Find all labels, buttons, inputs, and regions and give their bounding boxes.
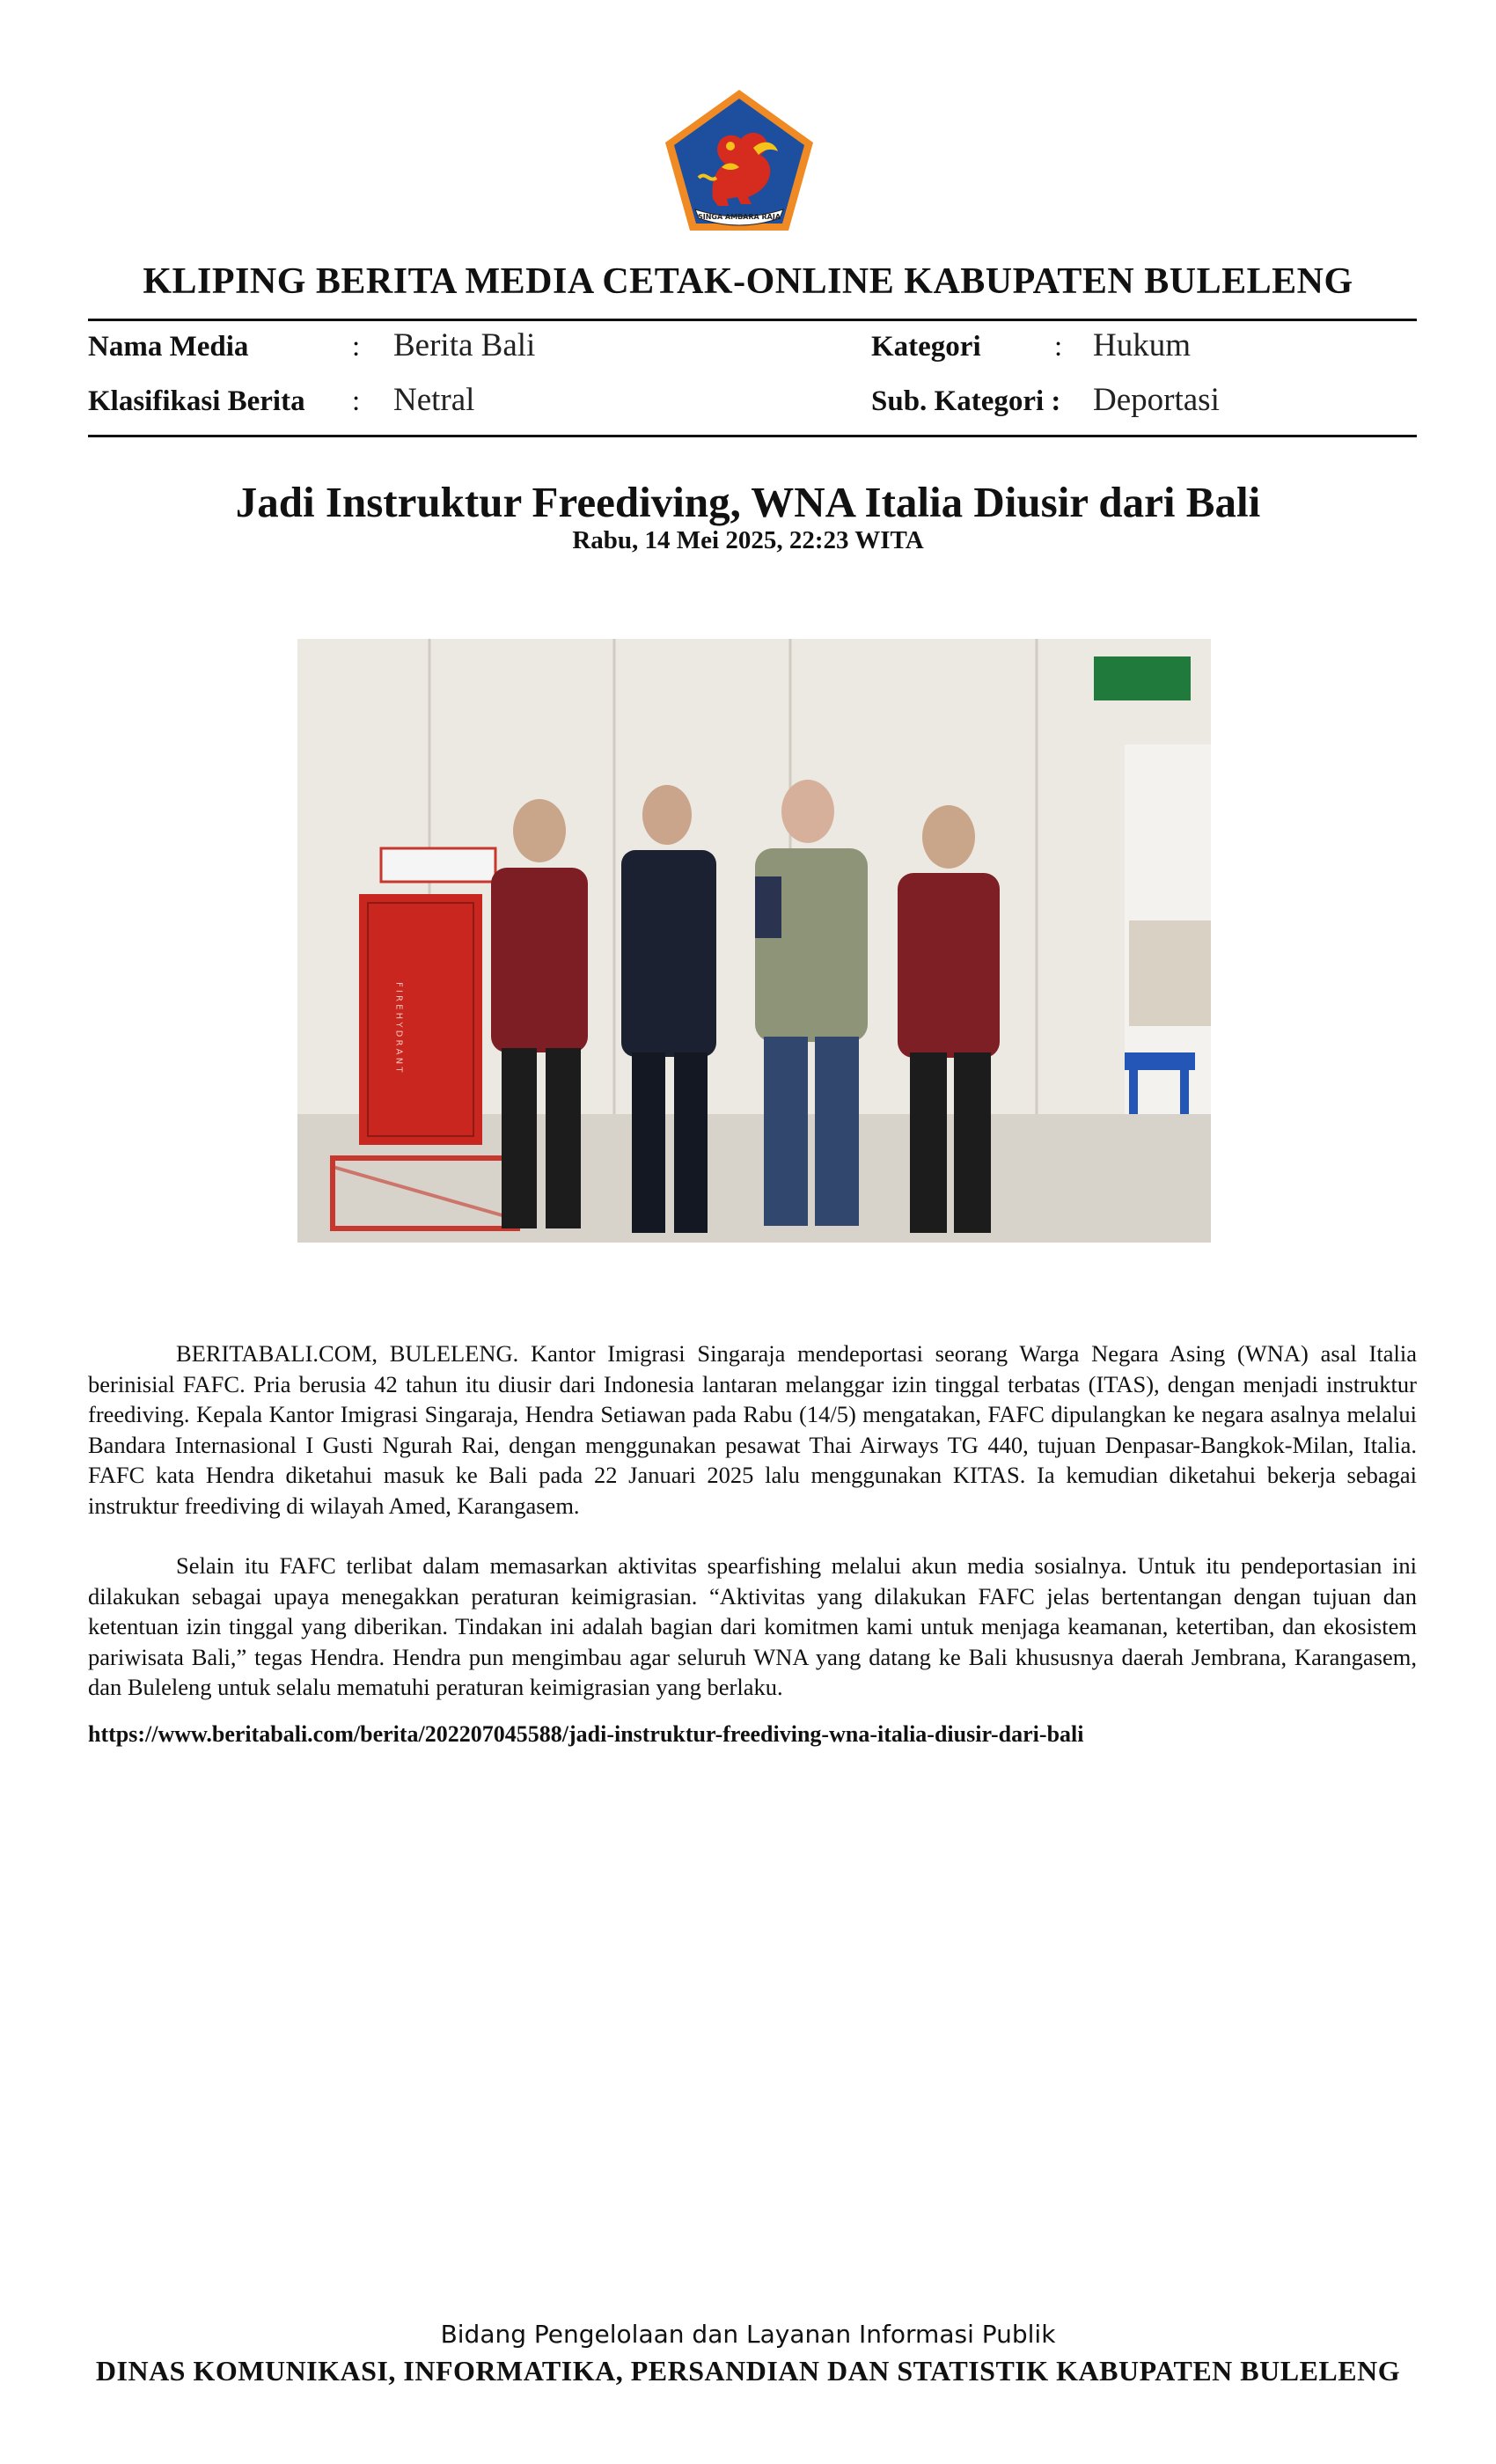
emblem-motto: SINGA AMBARA RAJA [697, 213, 781, 221]
header-bottom-divider [88, 435, 1417, 437]
news-classification-separator: : [352, 385, 361, 417]
news-classification-label: Klasifikasi Berita [88, 385, 305, 417]
article-title: Jadi Instruktur Freediving, WNA Italia Diusir dari Bali [235, 478, 1261, 526]
media-name-separator: : [352, 331, 361, 363]
document-header-title: KLIPING BERITA MEDIA CETAK-ONLINE KABUPATEN BULELENG [143, 261, 1353, 302]
source-link[interactable]: https://www.beritabali.com/berita/202207045588/jadi-instruktur-freediving-wna-italia-diusir-dari-bali [88, 1721, 1084, 1747]
category-separator: : [1054, 331, 1063, 363]
header-top-divider [88, 319, 1417, 321]
footer-department-name: DINAS KOMUNIKASI, INFORMATIKA, PERSANDIAN DAN STATISTIK KABUPATEN BULELENG [95, 2355, 1401, 2387]
article-date: Rabu, 14 Mei 2025, 22:23 WITA [572, 526, 924, 554]
media-name-label: Nama Media [88, 331, 249, 363]
regency-emblem-logo [660, 86, 818, 236]
hydrant-sign-text: F I R E H Y D R A N T [393, 982, 404, 1073]
media-name-value: Berita Bali [393, 327, 536, 363]
article-paragraph: Selain itu FAFC terlibat dalam memasarkan aktivitas spearfishing melalui akun media sosialnya. Untuk itu pendeportasian ini dilakukan sebagai upaya menegakkan peraturan keimigrasian. “Aktivitas yang dilakukan FAFC jelas bertentangan dengan tujuan dan ketentuan izin tinggal yang diberikan. Tindakan ini adalah bagian dari komitmen kami untuk menjaga keamanan, ketertiban, dan ekosistem pariwisata Bali,” tegas Hendra. Hendra pun mengimbau agar seluruh WNA yang datang ke Bali khususnya daerah Jembrana, Karangasem, dan Buleleng untuk selalu mematuhi peraturan keimigrasian yang berlaku. [88, 1552, 1417, 1700]
category-label: Kategori [871, 331, 981, 363]
article-body [88, 1338, 1417, 1703]
article-photo [297, 639, 1211, 1243]
article-paragraph: BERITABALI.COM, BULELENG. Kantor Imigrasi Singaraja mendeportasi seorang Warga Negara Asing (WNA) asal Italia berinisial FAFC. Pria berusia 42 tahun itu diusir dari Indonesia lantaran melanggar izin tinggal terbatas (ITAS), dengan menjadi instruktur freediving. Kepala Kantor Imigrasi Singaraja, Hendra Setiawan pada Rabu (14/5) mengatakan, FAFC dipulangkan ke negara asalnya melalui Bandara Internasional I Gusti Ngurah Rai, dengan menggunakan pesawat Thai Airways TG 440, tujuan Denpasar-Bangkok-Milan, Italia. FAFC kata Hendra diketahui masuk ke Bali pada 22 Januari 2025 lalu menggunakan KITAS. Ia kemudian diketahui bekerja sebagai instruktur freediving di wilayah Amed, Karangasem. [88, 1340, 1417, 1519]
news-classification-value: Netral [393, 382, 475, 418]
subcategory-value: Deportasi [1093, 382, 1220, 418]
subcategory-label: Sub. Kategori : [871, 385, 1061, 417]
footer-unit-name: Bidang Pengelolaan dan Layanan Informasi Publik [440, 2320, 1056, 2349]
category-value: Hukum [1093, 327, 1191, 363]
